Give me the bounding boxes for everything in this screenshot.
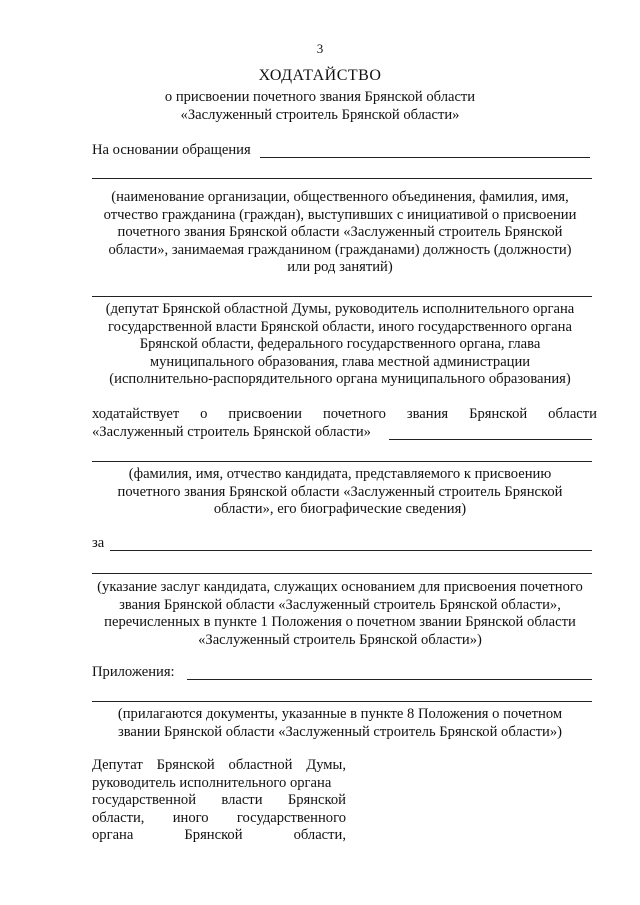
- signature-word: Депутат: [92, 757, 143, 773]
- document-subtitle-line2: «Заслуженный строитель Брянской области»: [180, 107, 460, 123]
- deputy-field-line[interactable]: [92, 296, 592, 297]
- signature-word: Брянской: [156, 757, 215, 773]
- basis-label: На основании обращения: [92, 142, 251, 158]
- petition-word: присвоении: [228, 406, 302, 422]
- merits-field-line[interactable]: [110, 550, 592, 551]
- caption-deputy: [80, 301, 600, 389]
- signature-word: руководитель исполнительного органа: [92, 774, 332, 791]
- caption-line: перечисленных в пункте 1 Положения о почетном звании Брянской области: [104, 614, 576, 631]
- caption-line: почетного звания Брянской области «Заслуженный строитель Брянской: [117, 224, 563, 241]
- signature-line: [92, 792, 346, 810]
- petition-word: области: [548, 406, 597, 422]
- basis-field-line-2[interactable]: [92, 178, 592, 179]
- signature-word: государственной: [92, 792, 197, 809]
- signature-line: [92, 810, 346, 828]
- attachments-field-line[interactable]: [187, 679, 592, 680]
- signature-word: Думы,: [306, 757, 346, 773]
- signature-word: области,: [92, 809, 145, 826]
- document-title: ХОДАТАЙСТВО: [258, 67, 382, 84]
- attachments-field-line-2[interactable]: [92, 701, 592, 702]
- caption-line: или род занятий): [287, 259, 393, 276]
- signature-word: Брянской: [287, 792, 346, 809]
- merits-field-line-2[interactable]: [92, 573, 592, 574]
- caption-line: звания Брянской области «Заслуженный строитель Брянской области»,: [119, 596, 561, 613]
- petition-word: почетного: [322, 406, 386, 422]
- petition-row-2: [92, 424, 592, 442]
- attachments-row: [92, 664, 592, 682]
- caption-line: Брянской области, федерального государственного органа, глава: [139, 336, 541, 353]
- signature-word: органа: [92, 827, 134, 844]
- signature-word: власти: [221, 792, 263, 809]
- caption-line: государственной власти Брянской области, иного государственного органа: [108, 318, 572, 335]
- caption-line: почетного звания Брянской области «Заслуженный строитель Брянской: [117, 483, 563, 500]
- attachments-label: Приложения:: [92, 664, 175, 680]
- merits-label: за: [92, 535, 105, 551]
- caption-line: области», занимаемая гражданином (гражданами) должность (должности): [108, 241, 572, 258]
- caption-line: (фамилия, имя, отчество кандидата, представляемого к присвоению: [128, 466, 552, 482]
- caption-line: «Заслуженный строитель Брянской области»): [198, 631, 482, 648]
- caption-candidate: [80, 466, 600, 519]
- petition-word: ходатайствует: [92, 406, 180, 422]
- signature-line: [92, 757, 346, 775]
- document-subtitle-line1: о присвоении почетного звания Брянской области: [164, 89, 476, 105]
- caption-line: (депутат Брянской областной Думы, руководитель исполнительного органа: [105, 301, 575, 317]
- petition-word: о: [200, 406, 208, 422]
- signature-line: [92, 827, 346, 845]
- caption-line: (исполнительно-распорядительного органа муниципального образования): [109, 371, 571, 388]
- petition-line: [92, 406, 597, 424]
- caption-merits: [70, 579, 610, 649]
- page-number: 3: [316, 41, 324, 56]
- signature-word: областной: [228, 757, 293, 773]
- petition-award-name: «Заслуженный строитель Брянской области»: [92, 424, 371, 440]
- merits-row: [92, 535, 592, 553]
- signature-word: иного: [172, 809, 209, 826]
- signature-word: Брянской: [184, 827, 243, 844]
- caption-line: (указание заслуг кандидата, служащих основанием для присвоения почетного: [97, 579, 583, 595]
- petition-word: звания: [406, 406, 449, 422]
- caption-line: области», его биографические сведения): [213, 501, 467, 518]
- caption-line: (прилагаются документы, указанные в пункте 8 Положения о почетном: [117, 706, 563, 722]
- caption-line: отчество гражданина (граждан), выступивших с инициативой о присвоении: [103, 206, 577, 223]
- caption-line: звании Брянской области «Заслуженный строитель Брянской области»): [117, 723, 563, 740]
- caption-organization: [80, 189, 600, 277]
- signature-word: области,: [293, 827, 346, 844]
- caption-attachments: [80, 706, 600, 741]
- candidate-field-line-2[interactable]: [92, 461, 592, 462]
- signature-block: [92, 757, 346, 845]
- candidate-field-line[interactable]: [389, 439, 592, 440]
- caption-line: (наименование организации, общественного объединения, фамилия, имя,: [111, 189, 569, 205]
- signature-line: [92, 775, 346, 793]
- basis-row: [92, 142, 592, 160]
- basis-field-line[interactable]: [260, 157, 590, 158]
- caption-line: муниципального образования, глава местной администрации: [149, 353, 531, 370]
- signature-word: государственного: [236, 809, 346, 826]
- petition-word: Брянской: [469, 406, 528, 422]
